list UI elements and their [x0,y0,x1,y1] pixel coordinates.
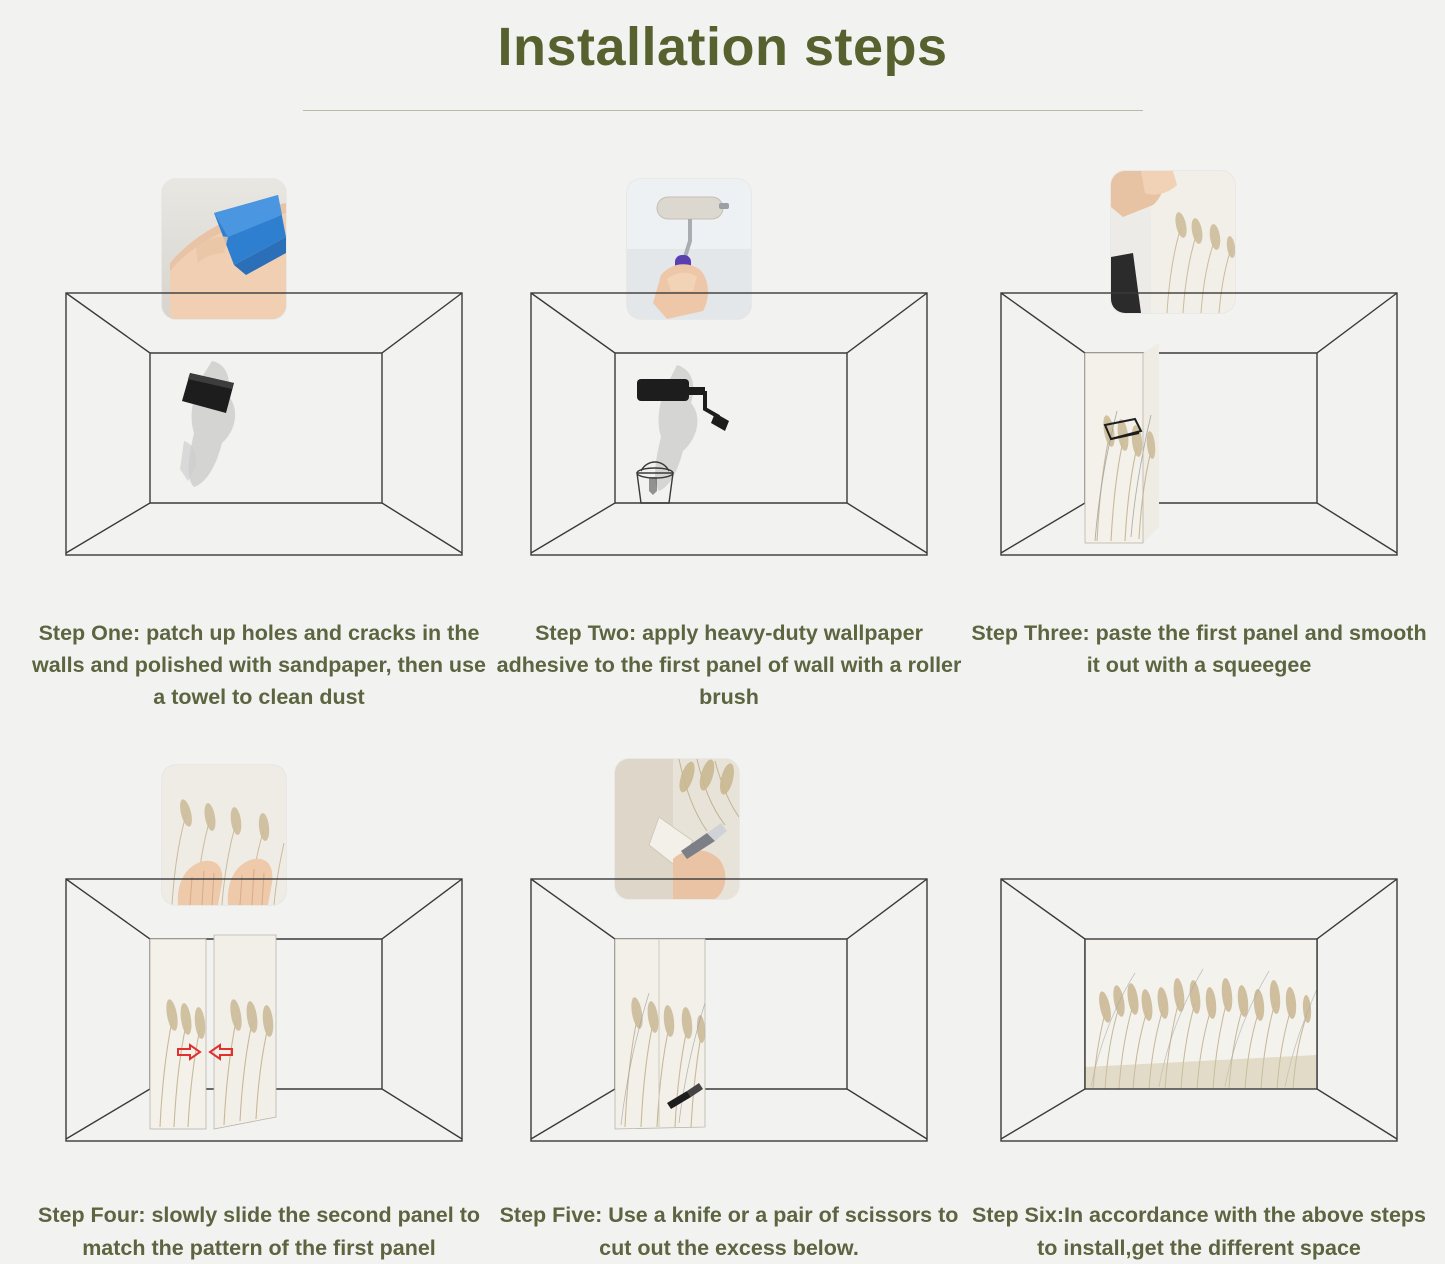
step-four-caption: Step Four: slowly slide the second panel to match the pattern of the first panel [37,1203,480,1260]
step-four-illustration [64,877,464,1177]
step-two-caption: Step Two: apply heavy-duty wallpaper adhesive to the first panel of wall with a roller brush [496,620,962,709]
step-one [24,141,494,714]
room-with-roller-and-bucket [529,291,929,591]
step-five-caption: Step Five: Use a knife or a pair of scissors to cut out the excess below. [499,1203,959,1260]
step-six [964,727,1434,1264]
page-title: Installation steps [497,17,948,77]
room-with-first-panel [999,291,1399,591]
step-three-illustration [999,291,1399,591]
steps-grid [0,141,1445,1264]
step-six-illustration [999,877,1399,1177]
step-one-caption: Step One: patch up holes and cracks in the walls and polished with sandpaper, then use a towel to clean dust [32,620,486,709]
step-five [494,727,964,1264]
step-four [24,727,494,1264]
room-with-two-panels-and-red-arrows [64,877,464,1177]
room-with-panels-and-knife [529,877,929,1177]
room-with-full-mural [999,877,1399,1177]
step-two [494,141,964,714]
step-six-caption: Step Six:In accordance with the above steps to install,get the different space [971,1203,1427,1260]
step-three-caption: Step Three: paste the first panel and smooth it out with a squeegee [971,620,1427,677]
step-three [964,141,1434,714]
title-divider [303,110,1143,111]
room-with-sandpaper-block [64,291,464,591]
step-five-illustration [529,877,929,1177]
step-two-illustration [529,291,929,591]
step-one-illustration [64,291,464,591]
